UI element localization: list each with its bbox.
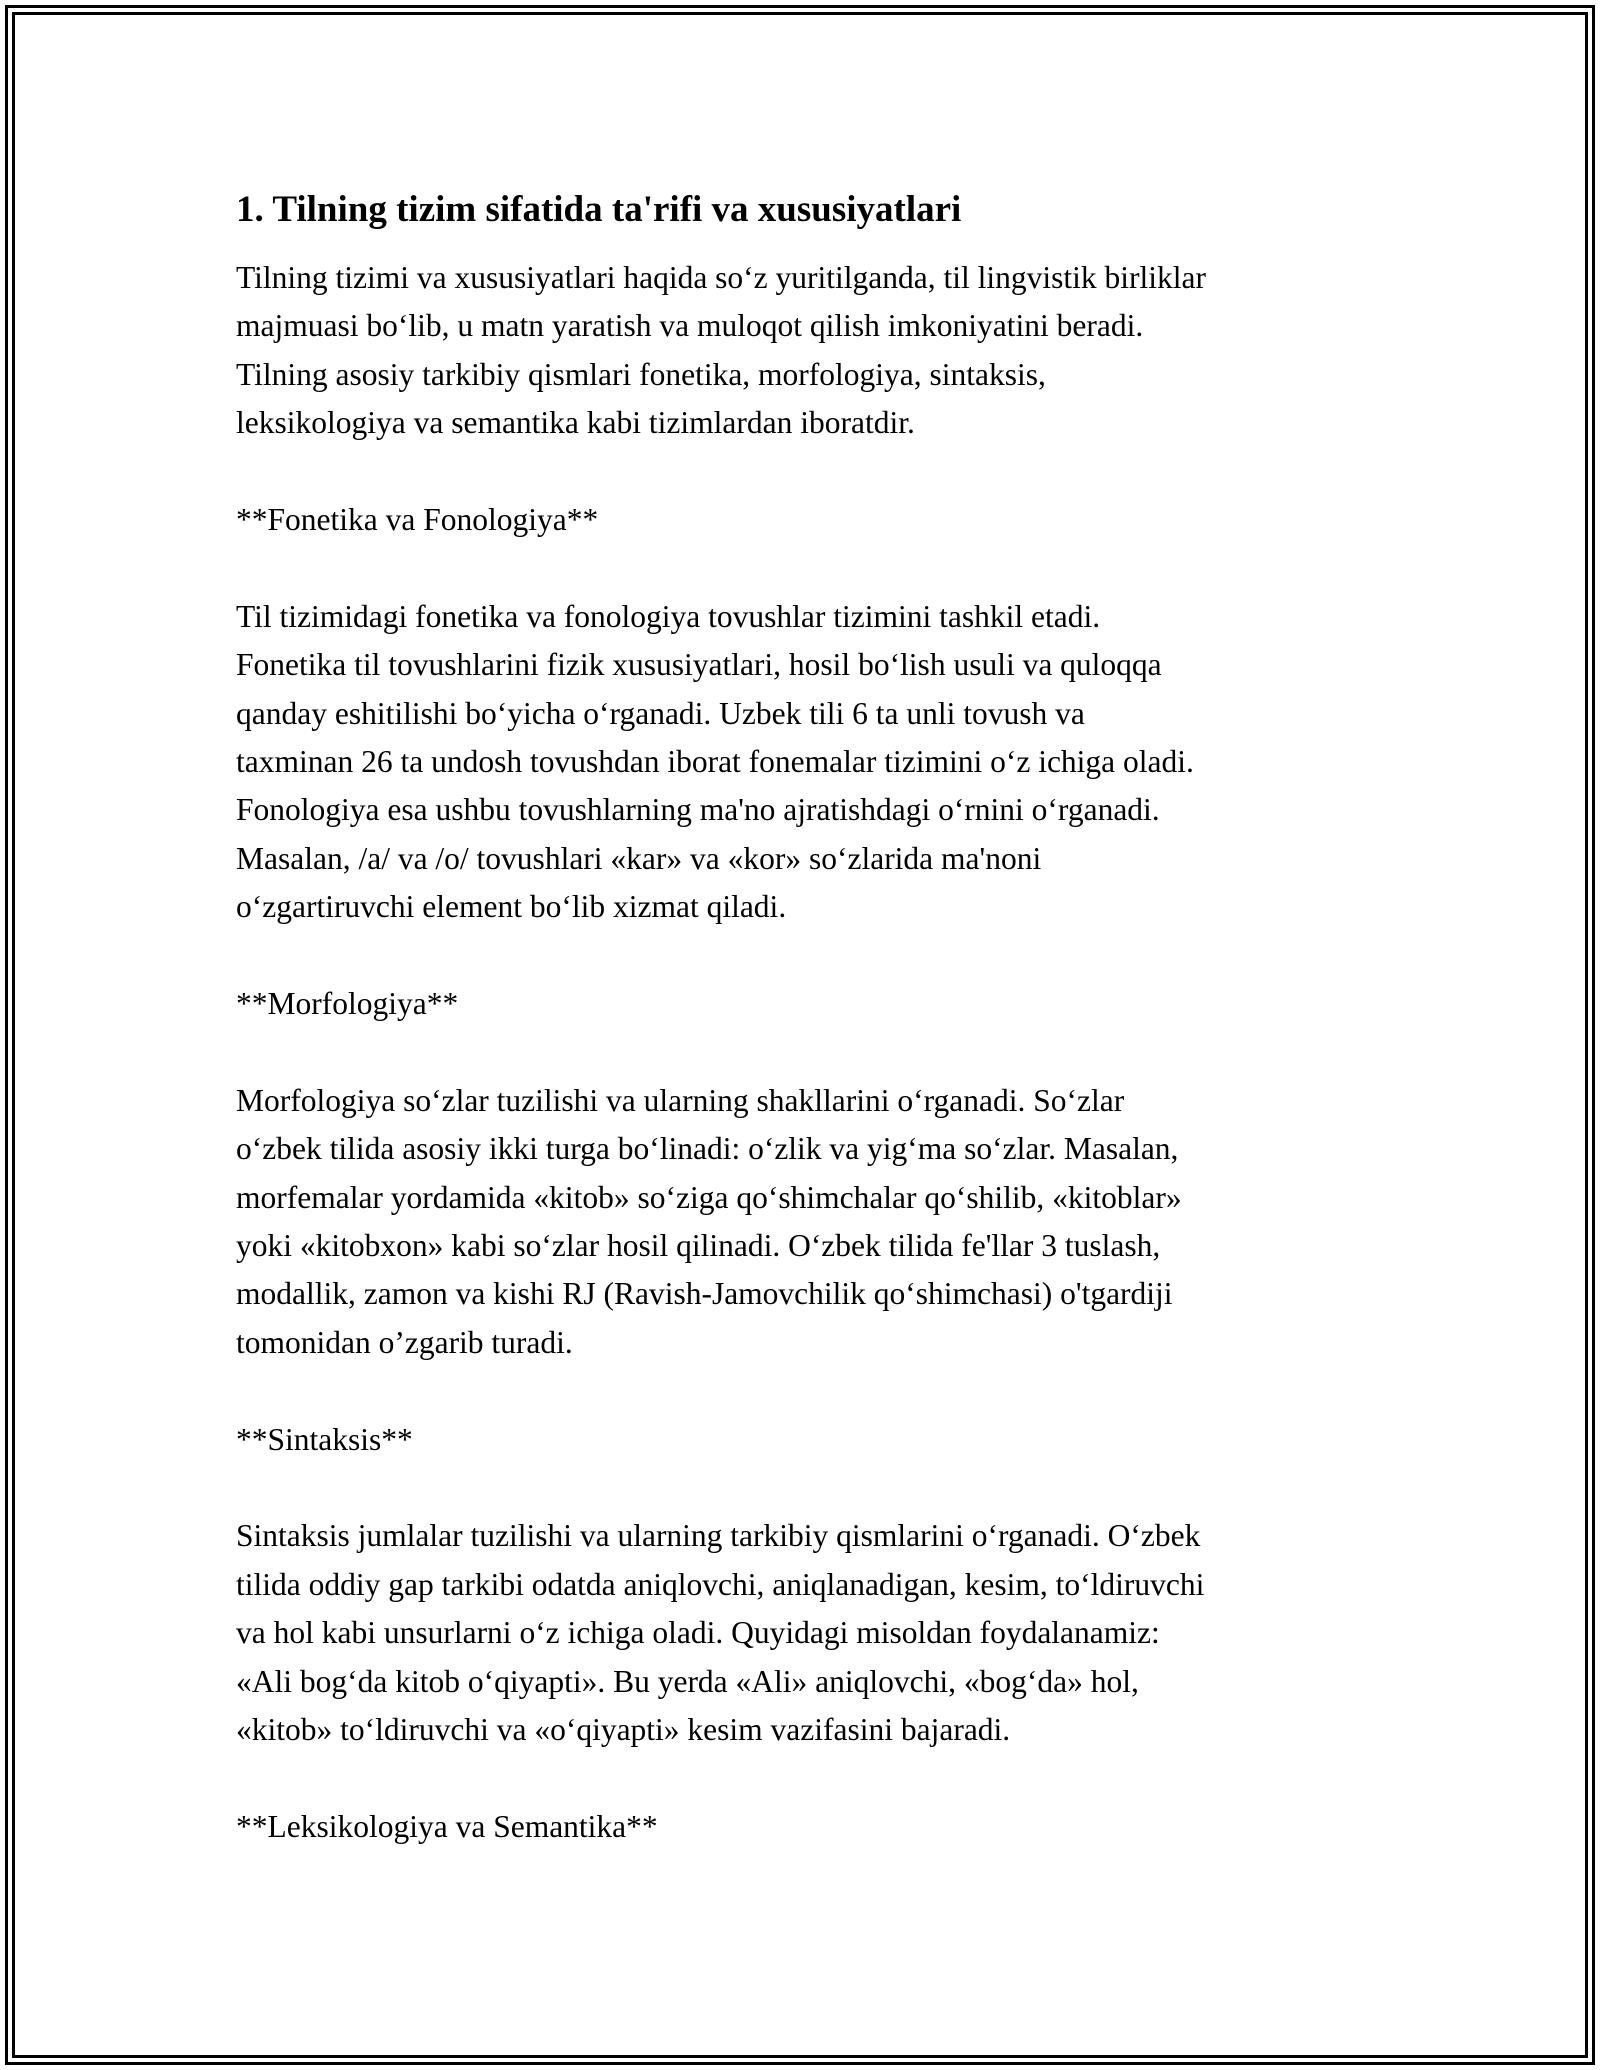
fonetika-heading: **Fonetika va Fonologiya**	[236, 502, 599, 538]
sintaksis-heading: **Sintaksis**	[236, 1421, 413, 1457]
text-line: Morfologiya so‘zlar tuzilishi va ularning shakllarini o‘rganadi. So‘zlar	[236, 1082, 1125, 1118]
text-line: taxminan 26 ta undosh tovushdan iborat fonemalar tizimini o‘z ichiga oladi.	[236, 744, 1194, 780]
text-line: o‘zgartiruvchi element bo‘lib xizmat qiladi.	[236, 889, 787, 925]
text-line: morfemalar yordamida «kitob» so‘ziga qo‘shimchalar qo‘shilib, «kitoblar»	[236, 1179, 1182, 1215]
document-body	[236, 186, 1396, 1851]
morfologiya-heading: **Morfologiya**	[236, 986, 459, 1022]
section-title: 1. Tilning tizim sifatida ta'rifi va xususiyatlari	[236, 189, 962, 230]
sintaksis-paragraph	[236, 1512, 1396, 1754]
fonetika-paragraph	[236, 593, 1396, 932]
text-line: Fonologiya esa ushbu tovushlarning ma'no ajratishdagi o‘rnini o‘rganadi.	[236, 792, 1160, 828]
text-line: Sintaksis jumlalar tuzilishi va ularning tarkibiy qismlarini o‘rganadi. O‘zbek	[236, 1518, 1201, 1554]
text-line: Tilning tizimi va xususiyatlari haqida so‘z yuritilganda, til lingvistik birliklar	[236, 260, 1206, 295]
intro-paragraph	[236, 254, 1396, 448]
morfologiya-paragraph	[236, 1077, 1396, 1367]
text-line: qanday eshitilishi bo‘yicha o‘rganadi. Uzbek tili 6 ta unli tovush va	[236, 695, 1085, 731]
text-line: Til tizimidagi fonetika va fonologiya tovushlar tizimini tashkil etadi.	[236, 598, 1101, 634]
text-line: «Ali bog‘da kitob o‘qiyapti». Bu yerda «Ali» aniqlovchi, «bog‘da» hol,	[236, 1663, 1139, 1699]
leksikologiya-heading: **Leksikologiya va Semantika**	[236, 1808, 658, 1844]
text-line: Tilning asosiy tarkibiy qismlari fonetika, morfologiya, sintaksis,	[236, 356, 1046, 392]
text-line: tomonidan o’zgarib turadi.	[236, 1324, 573, 1360]
text-line: majmuasi bo‘lib, u matn yaratish va muloqot qilish imkoniyatini beradi.	[236, 308, 1144, 344]
text-line: o‘zbek tilida asosiy ikki turga bo‘linadi: o‘zlik va yig‘ma so‘zlar. Masalan,	[236, 1131, 1179, 1167]
text-line: modallik, zamon va kishi RJ (Ravish-Jamovchilik qo‘shimchasi) o'tgardiji	[236, 1276, 1173, 1312]
text-line: «kitob» to‘ldiruvchi va «o‘qiyapti» kesim vazifasini bajaradi.	[236, 1712, 1011, 1748]
text-line: Fonetika til tovushlarini fizik xususiyatlari, hosil bo‘lish usuli va quloqqa	[236, 647, 1162, 683]
text-line: Masalan, /a/ va /o/ tovushlari «kar» va «kor» so‘zlarida ma'noni	[236, 840, 1042, 876]
text-line: yoki «kitobxon» kabi so‘zlar hosil qilinadi. O‘zbek tilida fe'llar 3 tuslash,	[236, 1228, 1161, 1264]
text-line: leksikologiya va semantika kabi tizimlardan iboratdir.	[236, 405, 915, 441]
text-line: tilida oddiy gap tarkibi odatda aniqlovchi, aniqlanadigan, kesim, to‘ldiruvchi	[236, 1566, 1205, 1602]
text-line: va hol kabi unsurlarni o‘z ichiga oladi. Quyidagi misoldan foydalanamiz:	[236, 1615, 1160, 1651]
